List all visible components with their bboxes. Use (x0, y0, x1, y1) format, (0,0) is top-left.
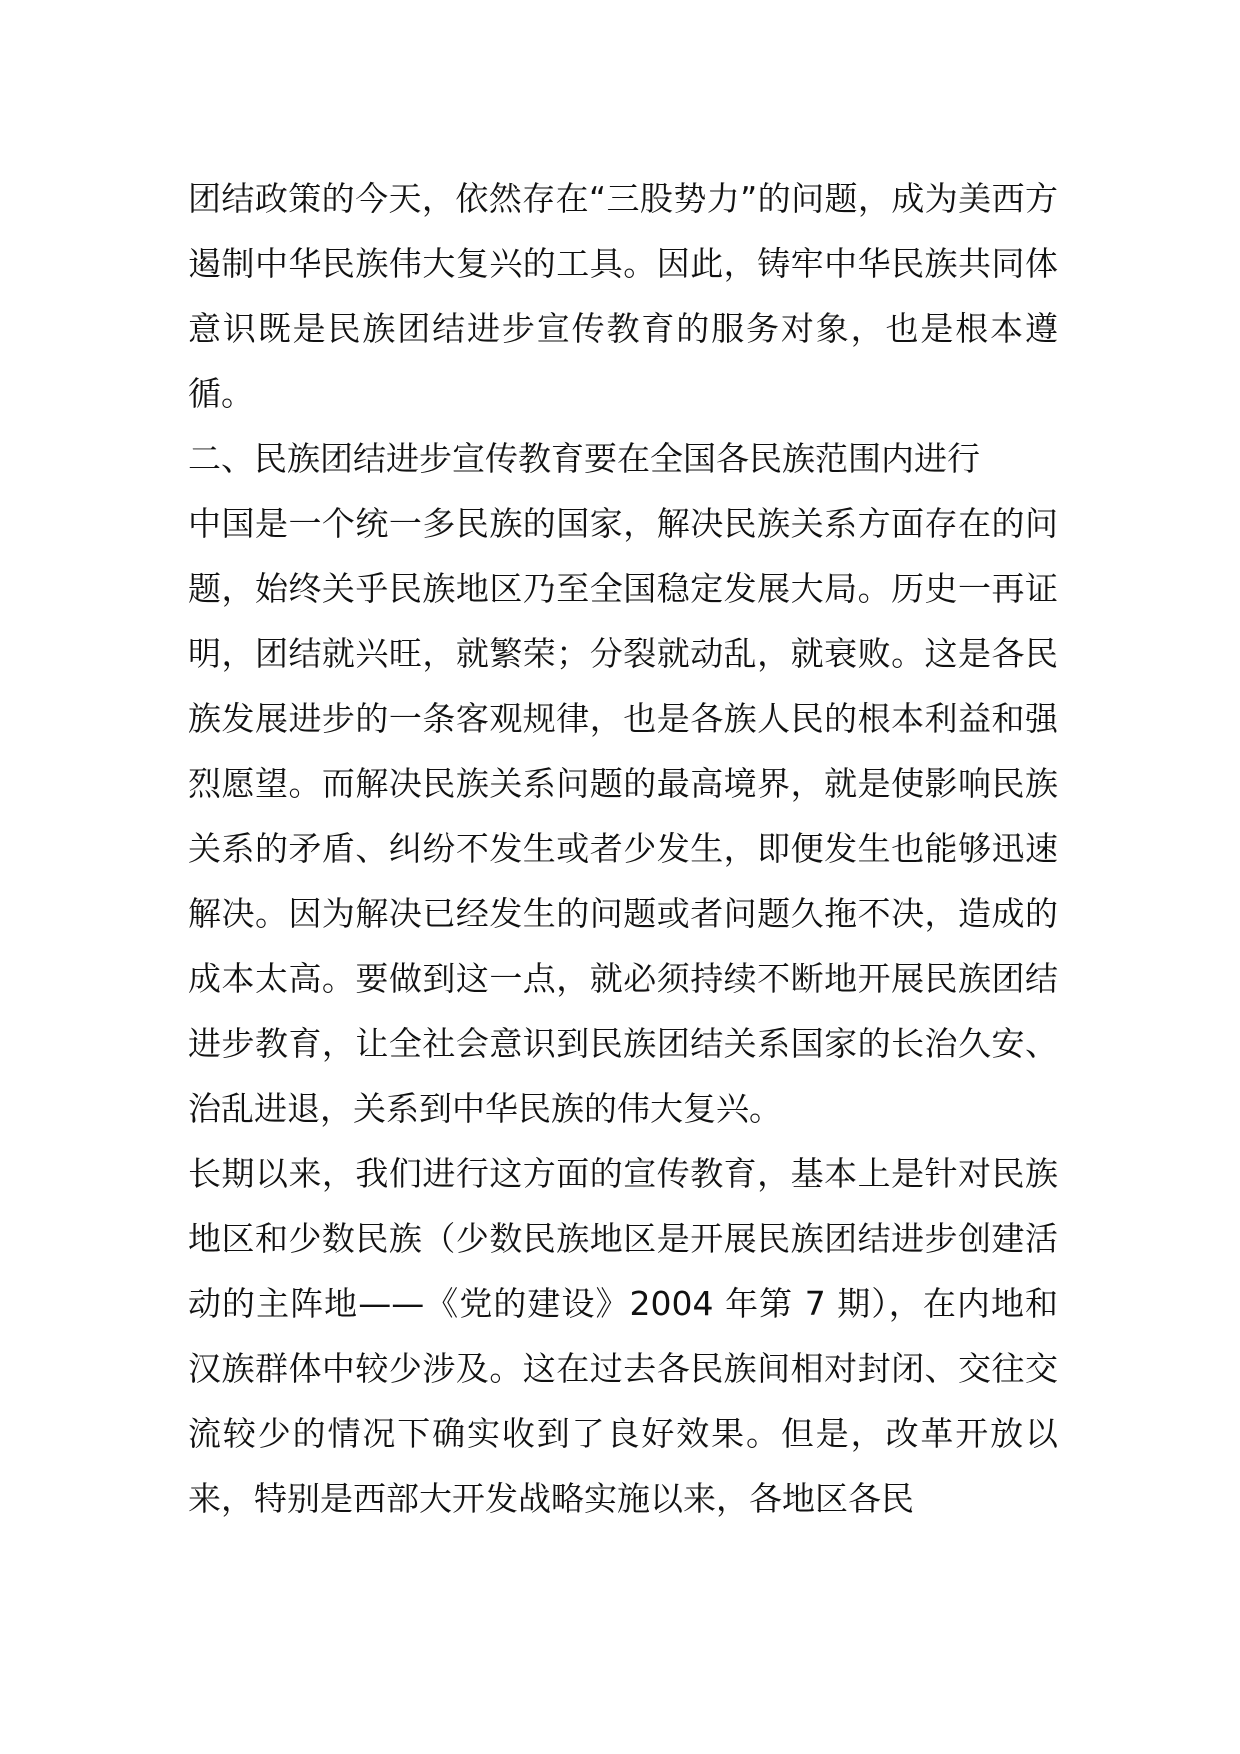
paragraph-4: 长期以来，我们进行这方面的宣传教育，基本上是针对民族地区和少数民族（少数民族地区是开展民族团结进步创建活动的主阵地——《党的建设》2004 年第 7 期），在内地和汉族群体中较少涉及。这在过去各民族间相对封闭、交往交流较少的情况下确实收到了良好效果。但是，改革开放以来，特别是西部大开发战略实施以来，各地区各民 (188, 1154, 1058, 1518)
section-heading-2: 二、民族团结进步宣传教育要在全国各民族范围内进行 (188, 439, 980, 478)
document-body (188, 166, 1058, 1531)
paragraph-3: 中国是一个统一多民族的国家，解决民族关系方面存在的问题，始终关乎民族地区乃至全国稳定发展大局。历史一再证明，团结就兴旺，就繁荣；分裂就动乱，就衰败。这是各民族发展进步的一条客观规律，也是各族人民的根本利益和强烈愿望。而解决民族关系问题的最高境界，就是使影响民族关系的矛盾、纠纷不发生或者少发生，即便发生也能够迅速解决。因为解决已经发生的问题或者问题久拖不决，造成的成本太高。要做到这一点，就必须持续不断地开展民族团结进步教育，让全社会意识到民族团结关系国家的长治久安、治乱进退，关系到中华民族的伟大复兴。 (188, 504, 1058, 1128)
paragraph-1: 团结政策的今天，依然存在“三股势力”的问题，成为美西方遏制中华民族伟大复兴的工具。因此，铸牢中华民族共同体意识既是民族团结进步宣传教育的服务对象，也是根本遵循。 (188, 179, 1058, 413)
